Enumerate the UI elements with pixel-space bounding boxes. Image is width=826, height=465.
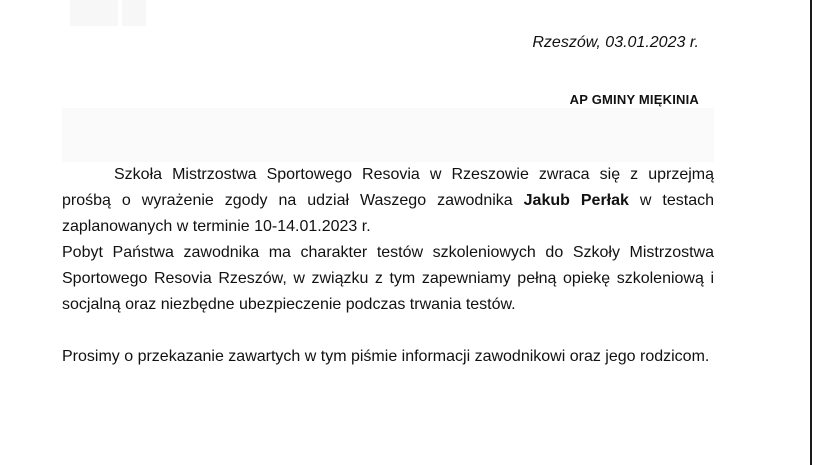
paragraph-gap bbox=[62, 318, 714, 344]
paragraph-stay: Pobyt Państwa zawodnika ma charakter testów szkoleniowych do Szkoły Mistrzostwa Sportowego Resovia Rzeszów, w związku z tym zapewniamy pełną opiekę szkoleniową i socjalną oraz niezbędne ubezpieczenie podczas trwania testów. bbox=[62, 244, 714, 313]
addressee: AP GMINY MIĘKINIA bbox=[569, 92, 699, 107]
paragraph-inform: Prosimy o przekazanie zawartych w tym piśmie informacji zawodnikowi oraz jego rodzicom. bbox=[62, 348, 710, 365]
paragraph-request-start: Szkoła Mistrzostwa Sportowego Resovia w Rzeszowie zwraca się z uprzejmą prośbą o wyrażenie zgody na udział Waszego zawodnika bbox=[62, 166, 714, 209]
letter-body bbox=[62, 162, 714, 370]
page-edge-border bbox=[810, 0, 826, 465]
scan-smudge bbox=[122, 0, 146, 26]
date-line: Rzeszów, 03.01.2023 r. bbox=[532, 34, 699, 51]
blank-band bbox=[62, 108, 714, 162]
scan-smudge bbox=[70, 0, 118, 26]
paragraph-request bbox=[62, 162, 714, 240]
paragraph-request-end: w testach zaplanowanych w terminie 10-14.01.2023 r. bbox=[62, 192, 715, 235]
player-name: Jakub Perłak bbox=[523, 192, 629, 209]
